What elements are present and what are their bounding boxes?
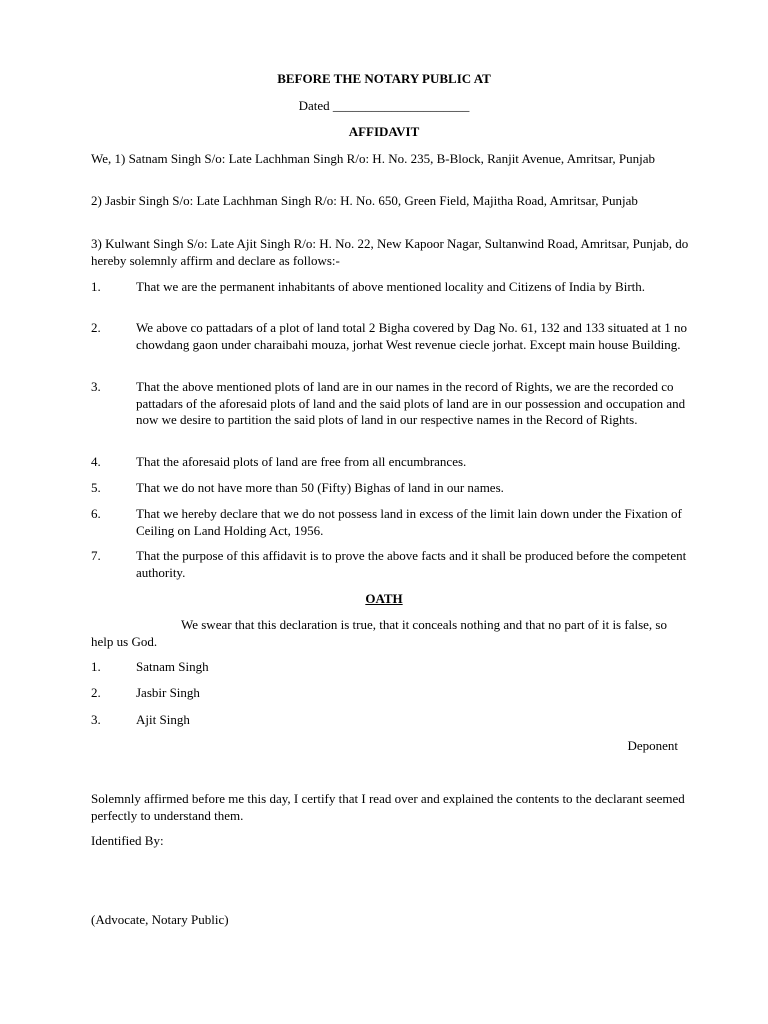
affidavit-heading: AFFIDAVIT [348, 124, 420, 139]
signatory-name: Jasbir Singh [136, 685, 200, 700]
clause-text: We above co pattadars of a plot of land total 2 Bigha covered by Dag No. 61, 132 and 133 situated at 1 no chowdang gaon under charaibahi mouza, jorhat West revenue ciecle jorhat. Except main house Building. [136, 320, 687, 352]
clause-text: That the aforesaid plots of land are free from all encumbrances. [136, 454, 467, 469]
signatory-number: 3. [91, 712, 101, 727]
deponent-1-paragraph: We, 1) Satnam Singh S/o: Late Lachhman Singh R/o: H. No. 235, B-Block, Ranjit Avenue, Amritsar, Punjab [91, 151, 655, 166]
clause-text: That the above mentioned plots of land are in our names in the record of Rights, we are the recorded co pattadars of the aforesaid plots of land and the said plots of land are in our possession and occupation and now we desire to partition the said plots of land in our respective names in the Record of Rights. [136, 379, 686, 427]
signatory-number: 1. [91, 659, 101, 674]
clause-number: 6. [91, 506, 101, 521]
clause-number: 7. [91, 548, 101, 563]
clause-number: 2. [91, 320, 101, 335]
document-title: BEFORE THE NOTARY PUBLIC AT [277, 71, 491, 86]
clause-number: 4. [91, 454, 101, 469]
signatory-number: 2. [91, 685, 101, 700]
clause-number: 3. [91, 379, 101, 394]
deponent-2-paragraph: 2) Jasbir Singh S/o: Late Lachhman Singh R/o: H. No. 650, Green Field, Majitha Road, Amritsar, Punjab [91, 193, 638, 208]
clause-text: That we are the permanent inhabitants of above mentioned locality and Citizens of India by Birth. [136, 279, 646, 294]
clause-number: 1. [91, 279, 101, 294]
signatory-name: Satnam Singh [136, 659, 209, 674]
notary-label: (Advocate, Notary Public) [91, 912, 229, 927]
signatory-name: Ajit Singh [136, 712, 190, 727]
deponent-3-paragraph: 3) Kulwant Singh S/o: Late Ajit Singh R/o: H. No. 22, New Kapoor Nagar, Sultanwind Road, Amritsar, Punjab, do hereby solemnly affirm and declare as follows:- [91, 236, 689, 268]
affirmation-text: Solemnly affirmed before me this day, I certify that I read over and explained the contents to the declarant seemed perfectly to understand them. [91, 791, 685, 823]
deponent-label: Deponent [627, 738, 678, 753]
dated-line: Dated _____________________ [298, 98, 470, 113]
identified-by-label: Identified By: [91, 833, 164, 848]
clause-text: That we hereby declare that we do not possess land in excess of the limit lain down under the Fixation of Ceiling on Land Holding Act, 1956. [136, 506, 682, 538]
oath-heading: OATH [365, 591, 403, 606]
clause-text: That the purpose of this affidavit is to prove the above facts and it shall be produced before the competent authority. [136, 548, 687, 580]
clause-text: That we do not have more than 50 (Fifty) Bighas of land in our names. [136, 480, 504, 495]
oath-text: We swear that this declaration is true, that it conceals nothing and that no part of it is false, so help us God. [91, 617, 667, 649]
clause-number: 5. [91, 480, 101, 495]
